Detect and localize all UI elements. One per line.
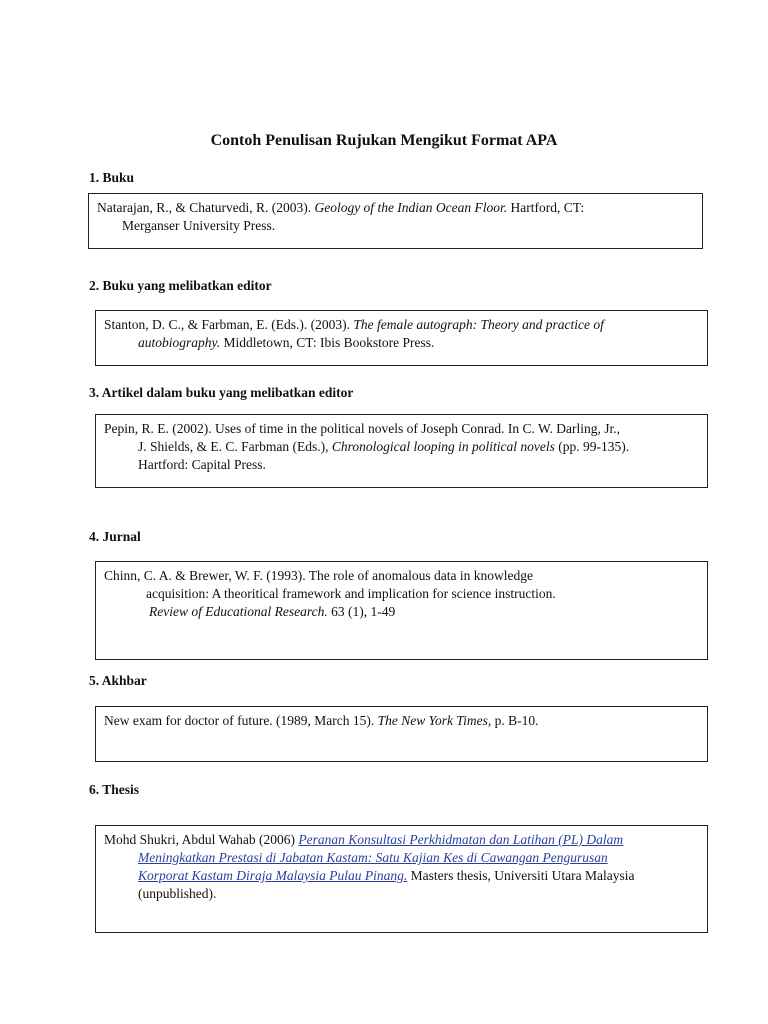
reference-line: Chinn, C. A. & Brewer, W. F. (1993). The role of anomalous data in knowledge <box>104 568 533 583</box>
section-heading-thesis: 6. Thesis <box>89 782 140 797</box>
reference-line: Natarajan, R., & Chaturvedi, R. (2003). Geology of the Indian Ocean Floor. Hartford, CT: <box>97 200 585 215</box>
section-heading-jurnal: 4. Jurnal <box>89 529 141 544</box>
reference-line: Merganser University Press. <box>122 218 276 233</box>
section-heading-artikel: 3. Artikel dalam buku yang melibatkan editor <box>89 385 354 400</box>
reference-line: (unpublished). <box>138 886 217 901</box>
reference-line: Review of Educational Research. 63 (1), 1-49 <box>149 604 396 619</box>
reference-line: Mohd Shukri, Abdul Wahab (2006) Peranan Konsultasi Perkhidmatan dan Latihan (PL) Dalam <box>104 832 624 847</box>
reference-line: acquisition: A theoritical framework and implication for science instruction. <box>146 586 556 601</box>
reference-line: Pepin, R. E. (2002). Uses of time in the political novels of Joseph Conrad. In C. W. Darling, Jr., <box>104 421 620 436</box>
reference-line: J. Shields, & E. C. Farbman (Eds.), Chronological looping in political novels (pp. 99-135). <box>138 439 630 454</box>
reference-box-buku <box>88 193 703 249</box>
reference-box-akhbar <box>95 706 708 762</box>
thesis-link[interactable]: Korporat Kastam Diraja Malaysia Pulau Pinang. <box>138 868 408 883</box>
reference-line: Hartford: Capital Press. <box>138 457 266 472</box>
thesis-link[interactable]: Peranan Konsultasi Perkhidmatan dan Latihan (PL) Dalam <box>298 832 624 847</box>
page-title: Contoh Penulisan Rujukan Mengikut Format APA <box>210 132 558 149</box>
reference-line: New exam for doctor of future. (1989, March 15). The New York Times, p. B-10. <box>104 713 539 728</box>
reference-box-jurnal <box>95 561 708 660</box>
reference-box-buku-editor <box>95 310 708 366</box>
section-heading-buku: 1. Buku <box>89 170 135 185</box>
thesis-link[interactable]: Meningkatkan Prestasi di Jabatan Kastam: Satu Kajian Kes di Cawangan Pengurusan <box>138 850 608 865</box>
reference-line: Korporat Kastam Diraja Malaysia Pulau Pinang. Masters thesis, Universiti Utara Malaysia <box>138 868 635 883</box>
reference-line: autobiography. Middletown, CT: Ibis Bookstore Press. <box>138 335 435 350</box>
reference-box-thesis <box>95 825 708 933</box>
section-heading-buku-editor: 2. Buku yang melibatkan editor <box>89 278 272 293</box>
reference-line <box>104 849 699 867</box>
reference-box-artikel <box>95 414 708 488</box>
reference-line: Stanton, D. C., & Farbman, E. (Eds.). (2003). The female autograph: Theory and practice of <box>104 317 604 332</box>
section-heading-akhbar: 5. Akhbar <box>89 673 147 688</box>
